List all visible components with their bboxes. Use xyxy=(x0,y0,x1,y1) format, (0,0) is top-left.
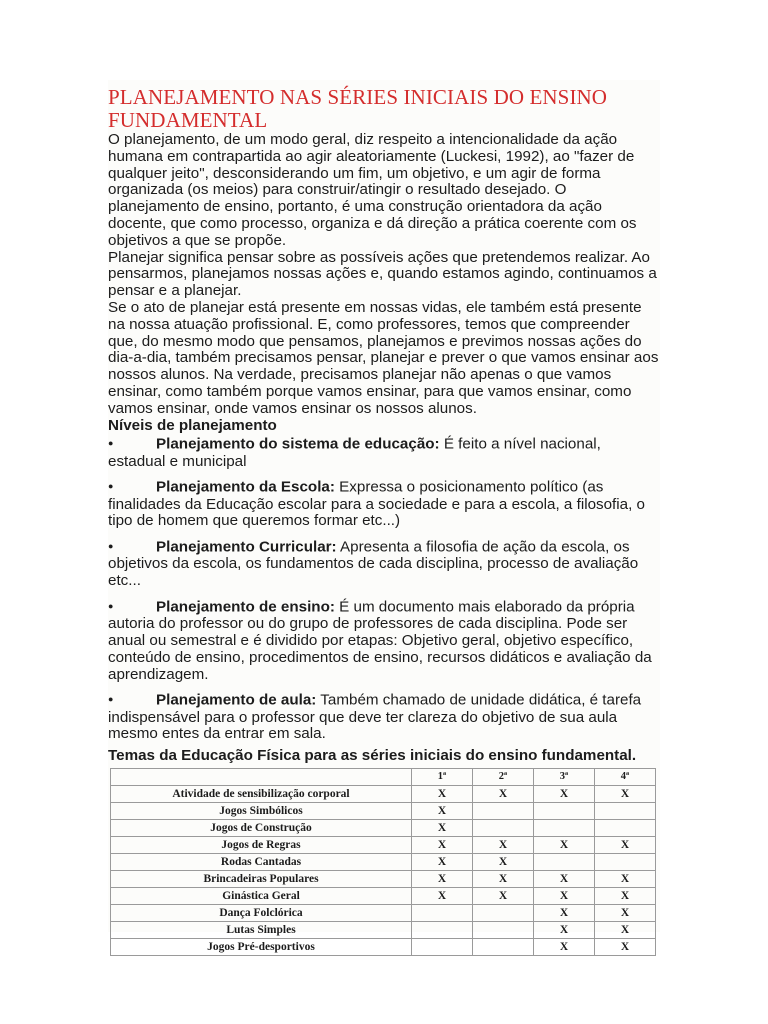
mark-cell: X xyxy=(412,803,473,820)
mark-cell xyxy=(534,820,595,837)
mark-cell: X xyxy=(534,786,595,803)
level-name: Planejamento de aula: xyxy=(156,691,317,709)
activity-cell: Rodas Cantadas xyxy=(111,854,412,871)
table-row xyxy=(111,837,656,854)
activity-cell: Brincadeiras Populares xyxy=(111,871,412,888)
page-title: PLANEJAMENTO NAS SÉRIES INICIAIS DO ENSINO FUNDAMENTAL xyxy=(108,85,608,132)
mark-cell xyxy=(473,922,534,939)
mark-cell: X xyxy=(534,888,595,905)
levels-heading: Níveis de planejamento xyxy=(108,416,277,434)
header-cell: 3ª xyxy=(534,769,595,786)
mark-cell: X xyxy=(595,786,656,803)
mark-cell: X xyxy=(412,837,473,854)
table-row xyxy=(111,939,656,956)
mark-cell: X xyxy=(534,939,595,956)
header-cell xyxy=(111,769,412,786)
mark-cell xyxy=(473,905,534,922)
header-cell: 2ª xyxy=(473,769,534,786)
document-page xyxy=(108,80,660,953)
bullet-icon: ● xyxy=(108,600,114,611)
mark-cell: X xyxy=(534,871,595,888)
table-row xyxy=(111,803,656,820)
header-cell: 4ª xyxy=(595,769,656,786)
mark-cell xyxy=(473,803,534,820)
table-row xyxy=(111,871,656,888)
mark-cell xyxy=(412,939,473,956)
mark-cell: X xyxy=(412,854,473,871)
mark-cell: X xyxy=(595,905,656,922)
table-row xyxy=(111,888,656,905)
mark-cell: X xyxy=(595,922,656,939)
mark-cell: X xyxy=(595,837,656,854)
mark-cell xyxy=(595,820,656,837)
paragraph: Se o ato de planejar está presente em nossas vidas, ele também está presente na nossa atuação profissional. E, como professores, temos que compreender que, do mesmo modo que pensamos, planejamos e previmos nossas ações do dia-a-dia, também precisamos pensar, planejar e prever o que vamos ensinar aos nossos alunos. Na verdade, precisamos planejar não apenas o que vamos ensinar, como também porque vamos ensinar, para que vamos ensinar, como vamos ensinar, onde vamos ensinar os nossos alunos. xyxy=(108,298,659,417)
mark-cell xyxy=(534,803,595,820)
table-row xyxy=(111,786,656,803)
bullet-icon: ● xyxy=(108,481,114,492)
level-text: Expressa o posicionamento político (as finalidades da Educação escolar para a sociedade e para a escola, a filosofia, o tipo de homem que queremos formar etc...) xyxy=(108,478,645,530)
bullet-icon: ● xyxy=(108,694,114,705)
mark-cell: X xyxy=(473,854,534,871)
header-cell: 1ª xyxy=(412,769,473,786)
levels-list xyxy=(108,436,660,743)
level-text: Também chamado de unidade didática, é tarefa indispensável para o professor que deve ter clareza do objetivo de sua aula mesmo entes da entrar em sala. xyxy=(108,691,642,743)
mark-cell xyxy=(412,922,473,939)
mark-cell: X xyxy=(473,786,534,803)
activity-cell: Lutas Simples xyxy=(111,922,412,939)
activity-cell: Ginástica Geral xyxy=(111,888,412,905)
list-item xyxy=(108,479,660,530)
mark-cell xyxy=(473,820,534,837)
level-name: Planejamento do sistema de educação: xyxy=(156,435,440,453)
activity-cell: Jogos Simbólicos xyxy=(111,803,412,820)
mark-cell xyxy=(595,803,656,820)
paragraph: Planejar significa pensar sobre as possíveis ações que pretendemos realizar. Ao pensarmos, planejamos nossas ações e, quando estamos agindo, continuamos a pensar e a planejar. xyxy=(108,248,657,300)
mark-cell xyxy=(473,939,534,956)
level-name: Planejamento da Escola: xyxy=(156,478,335,496)
paragraph: O planejamento, de um modo geral, diz respeito a intencionalidade da ação humana em contrapartida ao agir aleatoriamente (Luckesi, 1992), ao "fazer de qualquer jeito", desconsiderando um fim, um objetivo, e um agir de forma organizada (os meios) para construir/atingir o resultado desejado. O planejamento de ensino, portanto, é uma construção orientadora da ação docente, que como processo, organiza e dá direção a prática coerente com os objetivos a que se propõe. xyxy=(108,131,637,249)
table-title: Temas da Educação Física para as séries iniciais do ensino fundamental. xyxy=(108,747,637,765)
list-item xyxy=(108,436,660,470)
list-item xyxy=(108,599,660,683)
mark-cell: X xyxy=(473,888,534,905)
mark-cell xyxy=(595,854,656,871)
mark-cell: X xyxy=(412,871,473,888)
activity-cell: Jogos Pré-desportivos xyxy=(111,939,412,956)
activity-cell: Jogos de Regras xyxy=(111,837,412,854)
activity-cell: Dança Folclórica xyxy=(111,905,412,922)
mark-cell: X xyxy=(595,871,656,888)
table-row xyxy=(111,820,656,837)
list-item xyxy=(108,539,660,590)
mark-cell: X xyxy=(412,888,473,905)
mark-cell xyxy=(412,905,473,922)
mark-cell: X xyxy=(473,837,534,854)
mark-cell: X xyxy=(473,871,534,888)
list-item xyxy=(108,692,660,743)
table-row xyxy=(111,922,656,939)
mark-cell: X xyxy=(412,820,473,837)
bullet-icon: ● xyxy=(108,438,114,449)
level-name: Planejamento de ensino: xyxy=(156,598,335,616)
mark-cell xyxy=(534,854,595,871)
activity-cell: Jogos de Construção xyxy=(111,820,412,837)
level-name: Planejamento Curricular: xyxy=(156,538,337,556)
table-header-row xyxy=(111,769,656,786)
mark-cell: X xyxy=(534,905,595,922)
table-row xyxy=(111,905,656,922)
mark-cell: X xyxy=(534,922,595,939)
bullet-icon: ● xyxy=(108,541,114,552)
mark-cell: X xyxy=(595,939,656,956)
mark-cell: X xyxy=(534,837,595,854)
level-text: É um documento mais elaborado da própria autoria do professor ou do grupo de professores de cada disciplina. Pode ser anual ou semestral e é dividido por etapas: Objetivo geral, objetivo específico, conteúdo de ensino, procedimentos de ensino, recursos didáticos e avaliação da aprendizagem. xyxy=(108,598,652,683)
mark-cell: X xyxy=(595,888,656,905)
level-text: É feito a nível nacional, estadual e municipal xyxy=(108,435,601,470)
table-row xyxy=(111,854,656,871)
mark-cell: X xyxy=(412,786,473,803)
activity-cell: Atividade de sensibilização corporal xyxy=(111,786,412,803)
level-text: Apresenta a filosofia de ação da escola, os objetivos da escola, os fundamentos de cada disciplina, processo de avaliação etc... xyxy=(108,538,639,590)
themes-table xyxy=(110,768,656,956)
